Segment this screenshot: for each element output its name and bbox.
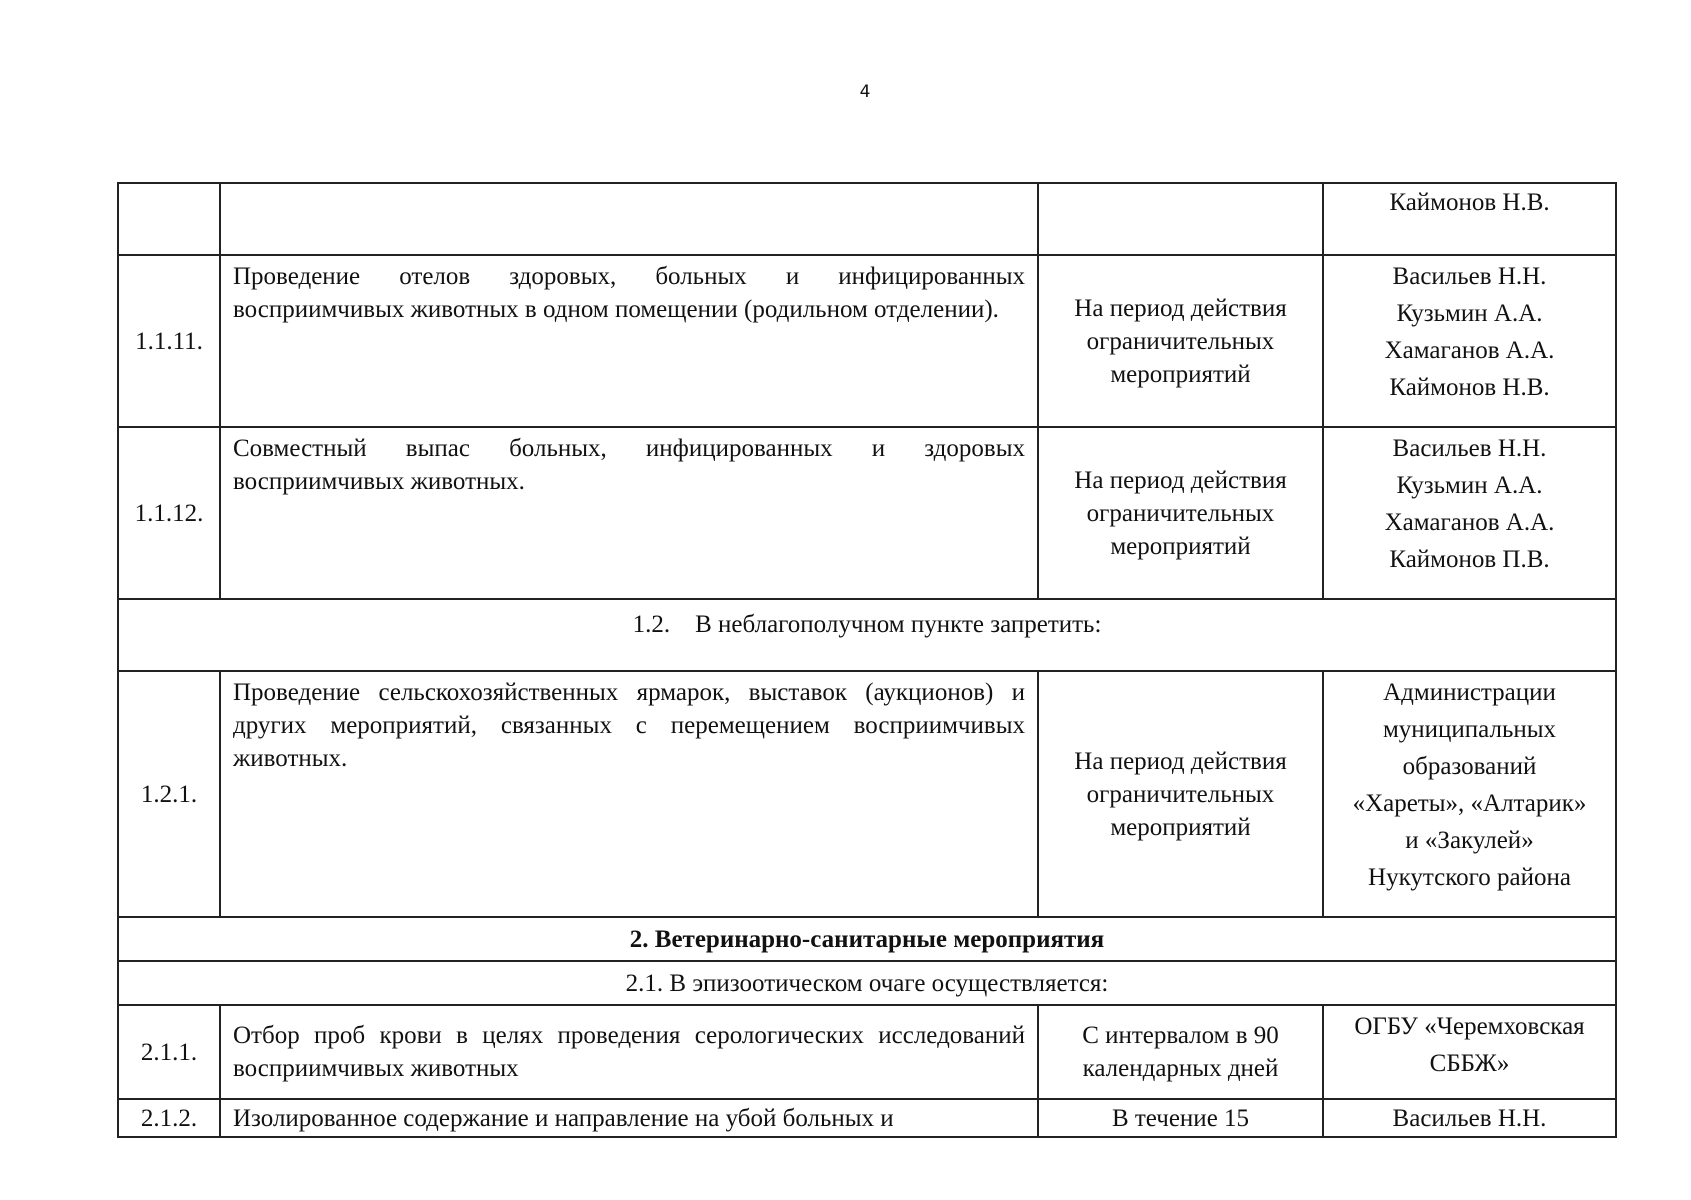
table-row: [118, 427, 1616, 599]
row-number: 1.1.11.: [118, 255, 220, 427]
responsible-org: и «Закулей»: [1405, 827, 1534, 854]
period-line: мероприятий: [1110, 813, 1251, 841]
responsible-org: Нукутского района: [1368, 864, 1571, 891]
period-line: На период действия: [1074, 294, 1287, 322]
responsible-cell: [1323, 671, 1616, 917]
responsible-person: Васильев Н.Н.: [1392, 1104, 1547, 1132]
responsible-cell: [1323, 427, 1616, 599]
measure-text: Изолированное содержание и направление на убой больных и: [220, 1099, 1038, 1137]
section-heading: [118, 599, 1616, 671]
responsible-person: Хамаганов А.А.: [1384, 509, 1555, 536]
measure-text: Совместный выпас больных, инфицированных и здоровых восприимчивых животных.: [220, 427, 1038, 599]
period-line: ограничительных: [1086, 327, 1275, 355]
period-cell: [1038, 671, 1323, 917]
responsible-person: Васильев Н.Н.: [1392, 263, 1547, 290]
responsible-org: Администрации: [1383, 679, 1556, 706]
responsible-cell: [1323, 1005, 1616, 1099]
section-heading-text: 1.2. В неблагополучном пункте запретить:: [632, 611, 1102, 638]
period-line: На период действия: [1074, 747, 1287, 775]
subsection-heading: 2.1. В эпизоотическом очаге осуществляется:: [118, 961, 1616, 1005]
section-title: 2. Ветеринарно-санитарные мероприятия: [118, 917, 1616, 961]
responsible-org: муниципальных: [1382, 716, 1557, 743]
responsible-person: Хамаганов А.А.: [1384, 337, 1555, 364]
period-cell: [1038, 183, 1323, 255]
responsible-cell: [1323, 183, 1616, 255]
responsible-org: СББЖ»: [1429, 1050, 1510, 1077]
section-row: [118, 917, 1616, 961]
period-line: мероприятий: [1110, 360, 1251, 388]
responsible-org: «Хареты», «Алтарик»: [1352, 790, 1587, 817]
period-cell: [1038, 427, 1323, 599]
responsible-person: Кузьмин А.А.: [1396, 300, 1543, 327]
measure-text: Отбор проб крови в целях проведения серологических исследований восприимчивых животных: [220, 1005, 1038, 1099]
responsible-org: ОГБУ «Черемховская: [1354, 1013, 1585, 1040]
responsible-org: образований: [1402, 753, 1537, 780]
responsible-cell: [1323, 255, 1616, 427]
responsible-person: Каймонов П.В.: [1389, 546, 1550, 573]
page-number: 4: [859, 82, 871, 102]
measure-text: Проведение отелов здоровых, больных и инфицированных восприимчивых животных в одном помещении (родильном отделении).: [220, 255, 1038, 427]
responsible-cell: [1323, 1099, 1616, 1137]
period-line: ограничительных: [1086, 780, 1275, 808]
period-line: ограничительных: [1086, 499, 1275, 527]
section-row: [118, 599, 1616, 671]
row-number: 1.2.1.: [118, 671, 220, 917]
responsible-person: Кузьмин А.А.: [1396, 472, 1543, 499]
responsible-person: Каймонов Н.В.: [1389, 189, 1550, 216]
responsible-person: Васильев Н.Н.: [1392, 435, 1547, 462]
period-line: На период действия: [1074, 466, 1287, 494]
row-number: 2.1.1.: [118, 1005, 220, 1099]
period-line: мероприятий: [1110, 532, 1251, 560]
table-row: [118, 255, 1616, 427]
period-line: С интервалом в 90: [1082, 1022, 1279, 1049]
row-number: 2.1.2.: [118, 1099, 220, 1137]
period-cell: [1038, 255, 1323, 427]
measure-cell: [220, 183, 1038, 255]
measure-text: Проведение сельскохозяйственных ярмарок, выставок (аукционов) и других мероприятий, связанных с перемещением восприимчивых животных.: [220, 671, 1038, 917]
table-row: [118, 1005, 1616, 1099]
period-line: В течение 15: [1111, 1104, 1250, 1132]
responsible-person: Каймонов Н.В.: [1389, 374, 1550, 401]
period-line: календарных дней: [1082, 1055, 1279, 1082]
period-cell: [1038, 1005, 1323, 1099]
section-row: [118, 961, 1616, 1005]
table-row: [118, 1099, 1616, 1137]
measures-table: [117, 182, 1617, 1138]
row-number: 1.1.12.: [118, 427, 220, 599]
table-row: [118, 671, 1616, 917]
period-cell: [1038, 1099, 1323, 1137]
row-number-cell: [118, 183, 220, 255]
table-row: [118, 183, 1616, 255]
